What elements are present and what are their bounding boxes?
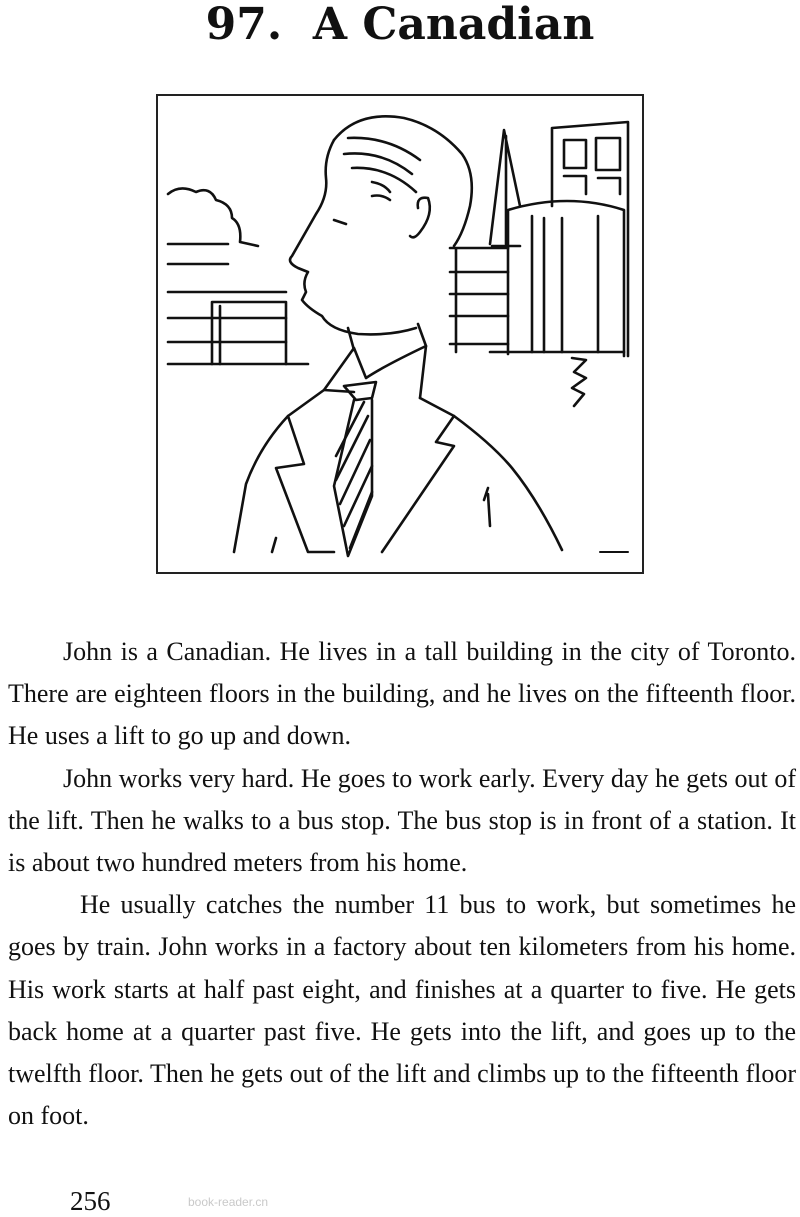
story-text (8, 631, 796, 1137)
illustration-frame (156, 94, 644, 574)
paragraph: John is a Canadian. He lives in a tall building in the city of Toronto. There are eighteen floors in the building, and he lives on the fifteenth floor. He uses a lift to go up and down. (8, 637, 796, 751)
watermark: book-reader.cn (188, 1195, 269, 1209)
paragraph: John works very hard. He goes to work early. Every day he gets out of the lift. Then he walks to a bus stop. The bus stop is in front of a station. It is about two hundred meters from his home. (8, 763, 796, 878)
page-number: 256 (70, 1186, 111, 1216)
page-title: 97. A Canadian (205, 0, 595, 50)
paragraph: He usually catches the number 11 bus to work, but sometimes he goes by train. John works in a factory about ten kilometers from his home. His work starts at half past eight, and finishes at a quarter to five. He gets back home at a quarter past five. He gets into the lift, and goes up to the twelfth floor. Then he gets out of the lift and climbs up to the fifteenth floor on foot. (8, 890, 796, 1131)
man-in-city-illustration (158, 96, 642, 572)
